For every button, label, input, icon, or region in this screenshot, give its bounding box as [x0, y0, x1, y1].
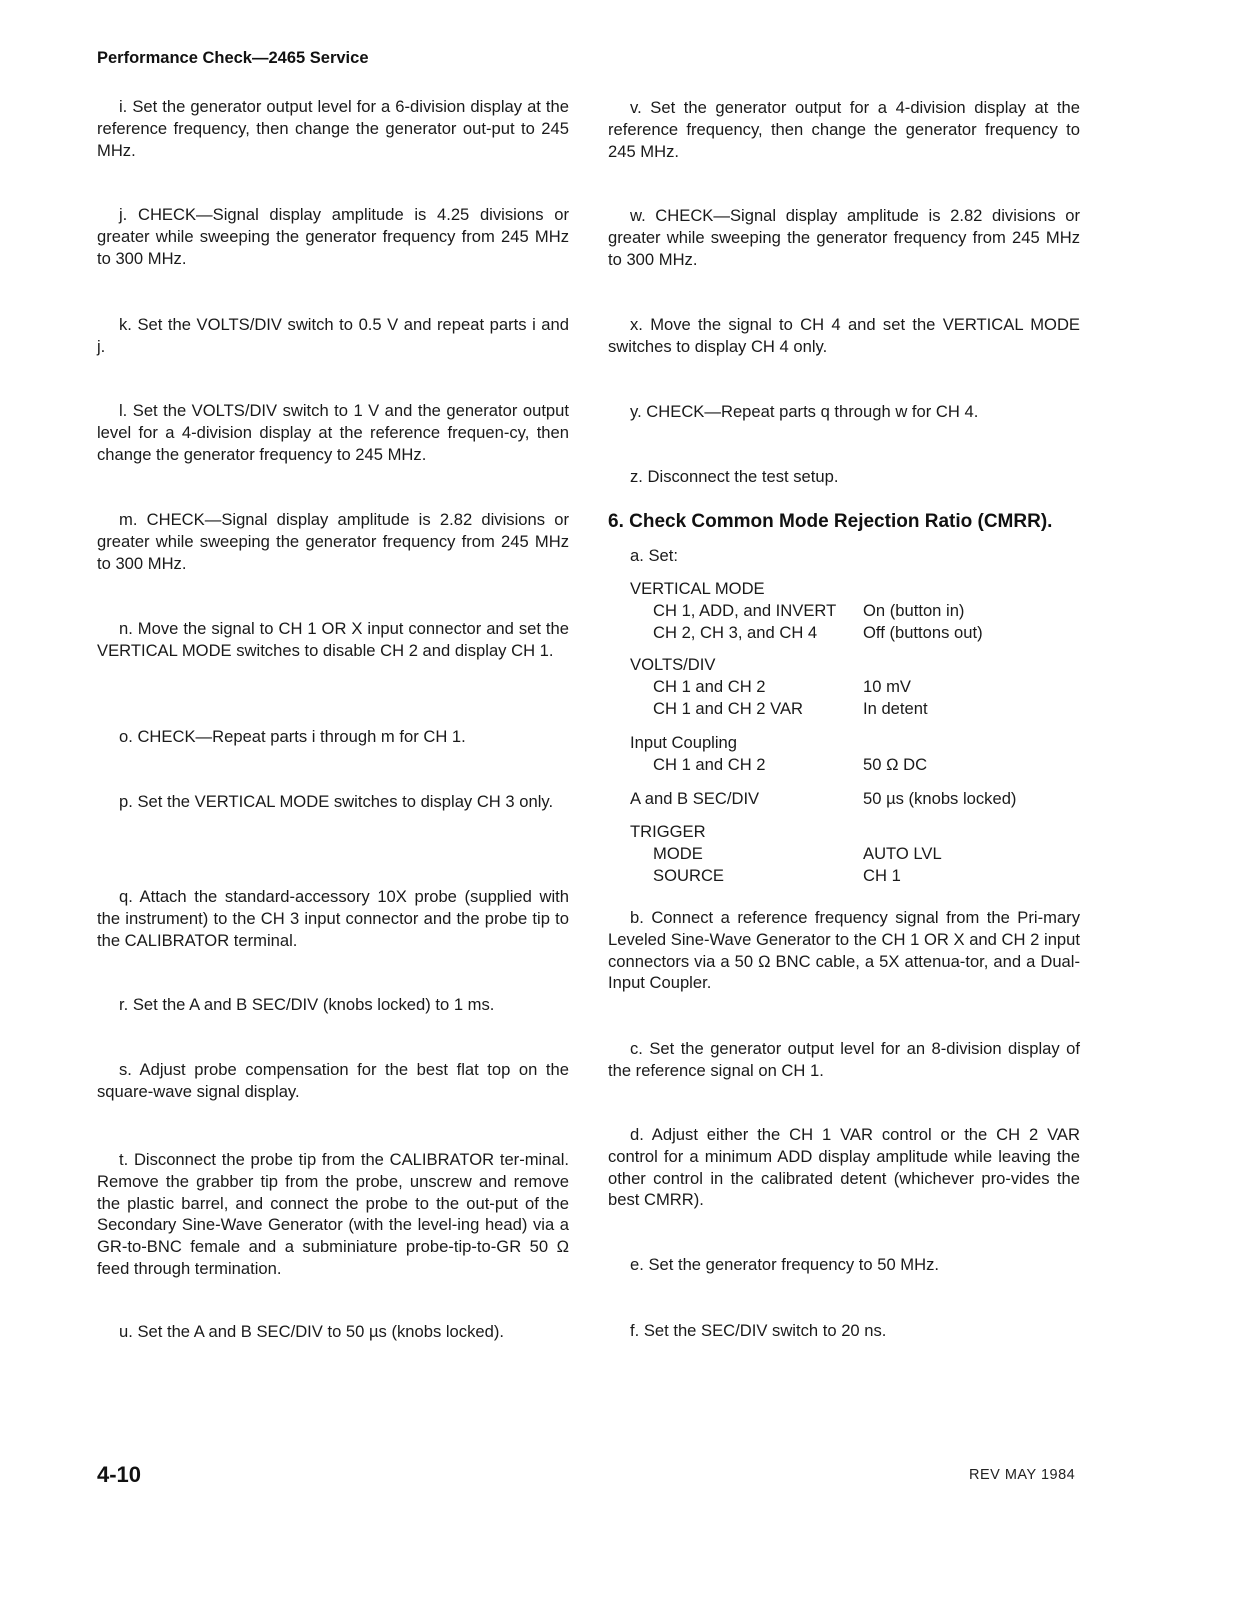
settings-label: SOURCE [653, 866, 724, 885]
settings-row [630, 698, 1080, 720]
settings-row [630, 600, 1080, 622]
settings-value: Off (buttons out) [863, 623, 983, 642]
step-l: l. Set the VOLTS/DIV switch to 1 V and the generator output level for a 4-division display at the reference frequen-cy, then change the generator frequency to 245 MHz. [97, 401, 569, 464]
settings-label: CH 1, ADD, and INVERT [653, 601, 837, 620]
step-k: k. Set the VOLTS/DIV switch to 0.5 V and repeat parts i and j. [97, 315, 569, 356]
step-x: x. Move the signal to CH 4 and set the VERTICAL MODE switches to display CH 4 only. [608, 315, 1080, 356]
step-f: f. Set the SEC/DIV switch to 20 ns. [630, 1321, 887, 1340]
page-number: 4-10 [97, 1462, 142, 1487]
settings-row [630, 843, 1080, 865]
step-v: v. Set the generator output for a 4-division display at the reference frequency, then change the generator frequency to 245 MHz. [608, 98, 1080, 161]
settings-value: 50 Ω DC [863, 755, 928, 774]
left-column [97, 0, 569, 1400]
step-p: p. Set the VERTICAL MODE switches to display CH 3 only. [119, 792, 554, 811]
right-column [608, 0, 1080, 1400]
settings-value: On (button in) [863, 601, 965, 620]
step-j: j. CHECK—Signal display amplitude is 4.25 divisions or greater while sweeping the generator frequency from 245 MHz to 300 MHz. [97, 205, 569, 268]
settings-label: CH 1 and CH 2 [653, 755, 766, 774]
step-n: n. Move the signal to CH 1 OR X input connector and set the VERTICAL MODE switches to disable CH 2 and display CH 1. [97, 619, 569, 660]
step-m: m. CHECK—Signal display amplitude is 2.82 divisions or greater while sweeping the generator frequency from 245 MHz to 300 MHz. [97, 510, 569, 573]
step-s: s. Adjust probe compensation for the best flat top on the square-wave signal display. [97, 1060, 569, 1101]
settings-label: CH 2, CH 3, and CH 4 [653, 623, 818, 642]
step-o: o. CHECK—Repeat parts i through m for CH 1. [119, 727, 466, 746]
step-y: y. CHECK—Repeat parts q through w for CH 4. [630, 402, 979, 421]
step-d: d. Adjust either the CH 1 VAR control or the CH 2 VAR control for a minimum ADD display amplitude while leaving the other control in the calibrated detent (whichever pro-vides the best CMRR). [608, 1125, 1080, 1210]
settings-group-vertical-mode [630, 578, 1080, 644]
settings-row [630, 676, 1080, 698]
settings-row [630, 865, 1080, 887]
settings-row [630, 788, 1080, 810]
settings-label: A and B SEC/DIV [630, 789, 760, 808]
settings-row [630, 754, 1080, 776]
page-header: Performance Check—2465 Service [97, 49, 369, 67]
settings-group-volts-div [630, 654, 1080, 720]
step-z: z. Disconnect the test setup. [630, 467, 839, 486]
settings-group-title: VERTICAL MODE [630, 579, 765, 598]
settings-label: CH 1 and CH 2 [653, 677, 766, 696]
settings-group-title: TRIGGER [630, 822, 706, 841]
step-b: b. Connect a reference frequency signal from the Pri-mary Leveled Sine-Wave Generator to the CH 1 OR X and CH 2 input connectors via a 50 Ω BNC cable, a 5X attenua-tor, and a Dual-Input Coupler. [608, 908, 1080, 993]
step-q: q. Attach the standard-accessory 10X probe (supplied with the instrument) to the CH 3 input connector and the probe tip to the CALIBRATOR terminal. [97, 887, 569, 950]
settings-table [630, 578, 1080, 898]
step-t: t. Disconnect the probe tip from the CALIBRATOR ter-minal. Remove the grabber tip from the probe, unscrew and remove the plastic barrel, and connect the probe to the out-put of the Secondary Sine-Wave Generator (with the level-ing head) via a GR-to-BNC female and a subminiature probe-tip-to-GR 50 Ω feed through termination. [97, 1150, 569, 1278]
step-w: w. CHECK—Signal display amplitude is 2.82 divisions or greater while sweeping the generator frequency from 245 MHz to 300 MHz. [608, 206, 1080, 269]
settings-value: AUTO LVL [863, 844, 942, 863]
step-r: r. Set the A and B SEC/DIV (knobs locked) to 1 ms. [119, 995, 495, 1014]
settings-label: CH 1 and CH 2 VAR [653, 699, 804, 718]
settings-group-input-coupling [630, 732, 1080, 776]
settings-group-trigger [630, 821, 1080, 887]
section-heading-cmrr: 6. Check Common Mode Rejection Ratio (CMRR). [608, 511, 1053, 532]
step-c: c. Set the generator output level for an 8-division display of the reference signal on CH 1. [608, 1039, 1080, 1080]
settings-value: In detent [863, 699, 928, 718]
step-u: u. Set the A and B SEC/DIV to 50 µs (knobs locked). [119, 1322, 504, 1341]
step-i: i. Set the generator output level for a 6-division display at the reference frequency, then change the generator out-put to 245 MHz. [97, 97, 569, 160]
step-a-intro: a. Set: [630, 546, 678, 565]
settings-row [630, 622, 1080, 644]
settings-value: CH 1 [863, 866, 901, 885]
settings-group-title: VOLTS/DIV [630, 655, 716, 674]
step-e: e. Set the generator frequency to 50 MHz. [630, 1255, 940, 1274]
settings-value: 10 mV [863, 677, 911, 696]
settings-value: 50 µs (knobs locked) [863, 789, 1017, 808]
settings-group-title: Input Coupling [630, 733, 738, 752]
settings-group-sec-div [630, 788, 1080, 810]
settings-label: MODE [653, 844, 703, 863]
revision-date: REV MAY 1984 [969, 1467, 1076, 1483]
